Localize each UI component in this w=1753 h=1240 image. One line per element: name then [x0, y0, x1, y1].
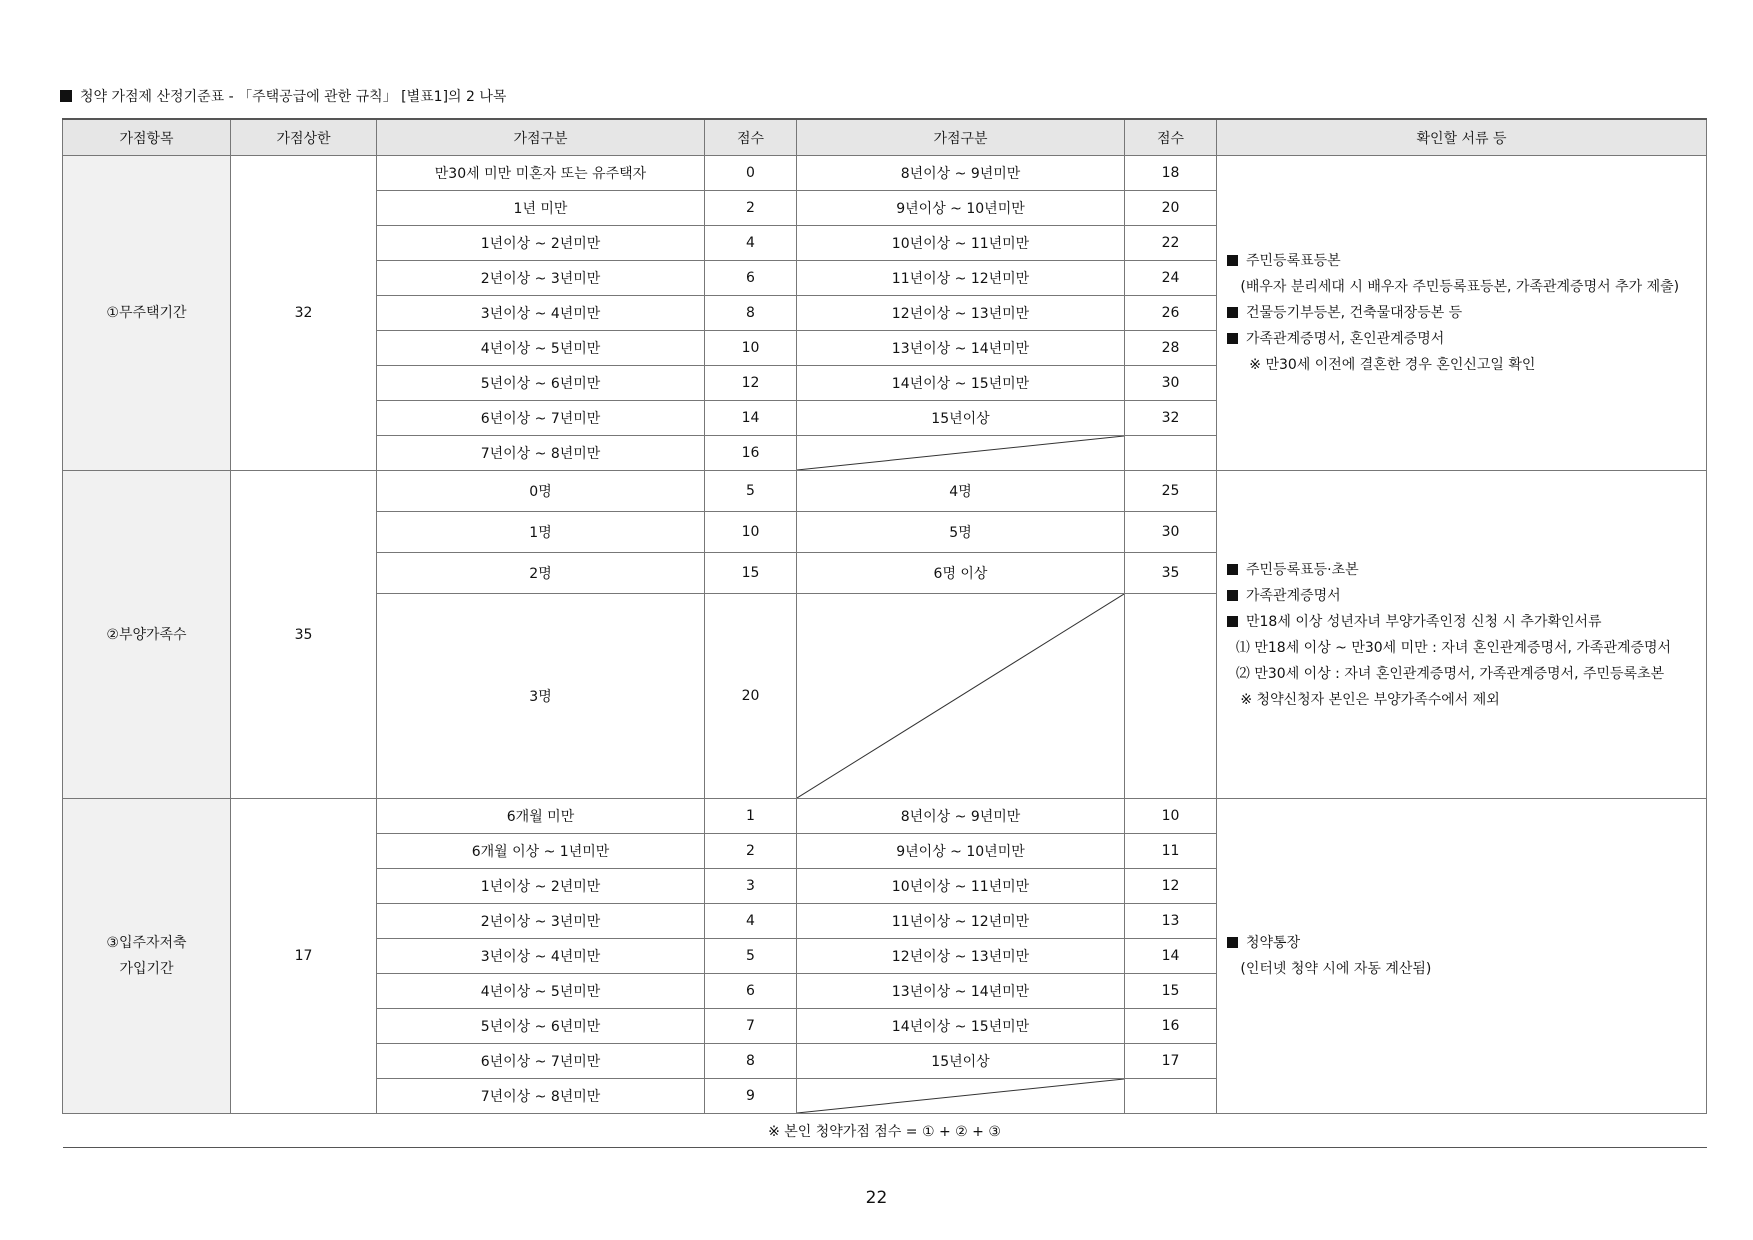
criterion-cell: 1년이상 ~ 2년미만 [377, 869, 705, 904]
table-row [63, 799, 1707, 834]
score-cell: 10 [1125, 799, 1217, 834]
score-cell: 30 [1125, 366, 1217, 401]
criterion-cell: 13년이상 ~ 14년미만 [797, 331, 1125, 366]
doc-text: 청약통장 [1246, 935, 1301, 951]
criterion-cell: 14년이상 ~ 15년미만 [797, 366, 1125, 401]
score-cell: 10 [705, 331, 797, 366]
criterion-cell: 7년이상 ~ 8년미만 [377, 1079, 705, 1114]
docs-cell [1217, 471, 1707, 799]
criterion-cell: 8년이상 ~ 9년미만 [797, 799, 1125, 834]
limit-cell: 32 [231, 156, 377, 471]
score-cell: 8 [705, 1044, 797, 1079]
score-cell: 12 [1125, 869, 1217, 904]
square-bullet-icon [1227, 937, 1238, 948]
category-cell: ①무주택기간 [63, 156, 231, 471]
criterion-cell: 1년 미만 [377, 191, 705, 226]
category-line: 가입기간 [119, 961, 174, 977]
criterion-cell: 2년이상 ~ 3년미만 [377, 904, 705, 939]
criterion-cell: 14년이상 ~ 15년미만 [797, 1009, 1125, 1044]
criterion-cell: 9년이상 ~ 10년미만 [797, 834, 1125, 869]
score-cell: 15 [1125, 974, 1217, 1009]
criterion-cell: 6개월 이상 ~ 1년미만 [377, 834, 705, 869]
criterion-cell: 5년이상 ~ 6년미만 [377, 1009, 705, 1044]
criterion-cell: 15년이상 [797, 401, 1125, 436]
score-cell: 2 [705, 834, 797, 869]
criterion-cell: 3년이상 ~ 4년미만 [377, 939, 705, 974]
square-bullet-icon [1227, 616, 1238, 627]
doc-line [1227, 583, 1696, 609]
doc-text: 주민등록표등본 [1246, 253, 1341, 269]
criterion-cell: 12년이상 ~ 13년미만 [797, 939, 1125, 974]
score-cell: 11 [1125, 834, 1217, 869]
doc-line [1227, 930, 1696, 956]
header-cell: 가점상한 [231, 119, 377, 156]
criterion-cell: 2명 [377, 553, 705, 594]
doc-line: (배우자 분리세대 시 배우자 주민등록표등본, 가족관계증명서 추가 제출) [1227, 279, 1680, 295]
doc-line [1227, 300, 1696, 326]
table-row [63, 471, 1707, 512]
score-cell: 9 [705, 1079, 797, 1114]
table-row [63, 156, 1707, 191]
doc-line: ⑵ 만30세 이상 : 자녀 혼인관계증명서, 가족관계증명서, 주민등록초본 [1227, 665, 1665, 682]
criterion-cell: 11년이상 ~ 12년미만 [797, 261, 1125, 296]
doc-text: 가족관계증명서 [1246, 587, 1341, 604]
footer-row [63, 1114, 1707, 1148]
score-cell: 18 [1125, 156, 1217, 191]
criterion-cell: 5명 [797, 512, 1125, 553]
criterion-cell: 8년이상 ~ 9년미만 [797, 156, 1125, 191]
square-bullet-icon [1227, 255, 1238, 266]
docs-cell [1217, 799, 1707, 1114]
score-cell: 17 [1125, 1044, 1217, 1079]
doc-text: 만18세 이상 성년자녀 부양가족인정 신청 시 추가확인서류 [1246, 613, 1602, 630]
score-cell: 7 [705, 1009, 797, 1044]
score-cell: 25 [1125, 471, 1217, 512]
criterion-cell: 6명 이상 [797, 553, 1125, 594]
doc-text: 주민등록표등·초본 [1246, 561, 1359, 578]
document-title [60, 86, 506, 106]
doc-text: 가족관계증명서, 혼인관계증명서 [1246, 331, 1445, 347]
criterion-cell: 1년이상 ~ 2년미만 [377, 226, 705, 261]
title-text: 청약 가점제 산정기준표 - 「주택공급에 관한 규칙」 [별표1]의 2 나목 [80, 89, 507, 105]
criterion-cell: 3년이상 ~ 4년미만 [377, 296, 705, 331]
empty-diagonal-cell [797, 436, 1125, 471]
criterion-cell: 1명 [377, 512, 705, 553]
criterion-cell: 10년이상 ~ 11년미만 [797, 226, 1125, 261]
header-cell: 점수 [705, 119, 797, 156]
criterion-cell: 7년이상 ~ 8년미만 [377, 436, 705, 471]
header-row [63, 119, 1707, 156]
criterion-cell: 5년이상 ~ 6년미만 [377, 366, 705, 401]
criterion-cell: 11년이상 ~ 12년미만 [797, 904, 1125, 939]
category-cell: ②부양가족수 [63, 471, 231, 799]
score-cell: 5 [705, 939, 797, 974]
criterion-cell: 4명 [797, 471, 1125, 512]
criterion-cell: 2년이상 ~ 3년미만 [377, 261, 705, 296]
header-cell: 점수 [1125, 119, 1217, 156]
limit-cell: 17 [231, 799, 377, 1114]
category-cell [63, 799, 231, 1114]
score-cell: 15 [705, 553, 797, 594]
score-cell: 28 [1125, 331, 1217, 366]
score-cell: 32 [1125, 401, 1217, 436]
doc-line [1227, 609, 1696, 635]
criterion-cell: 9년이상 ~ 10년미만 [797, 191, 1125, 226]
criterion-cell: 6년이상 ~ 7년미만 [377, 1044, 705, 1079]
total-score-note: ※ 본인 청약가점 점수 = ① + ② + ③ [63, 1114, 1707, 1148]
score-cell: 2 [705, 191, 797, 226]
score-cell: 0 [705, 156, 797, 191]
score-cell: 6 [705, 261, 797, 296]
criterion-cell: 6년이상 ~ 7년미만 [377, 401, 705, 436]
diagonal-line [797, 1079, 1124, 1113]
square-bullet-icon [1227, 564, 1238, 575]
score-cell: 12 [705, 366, 797, 401]
square-bullet-icon [1227, 307, 1238, 318]
doc-line: ※ 청약신청자 본인은 부양가족수에서 제외 [1227, 691, 1500, 708]
empty-score-cell [1125, 594, 1217, 799]
doc-text: 건물등기부등본, 건축물대장등본 등 [1246, 305, 1463, 321]
criterion-cell: 13년이상 ~ 14년미만 [797, 974, 1125, 1009]
score-cell: 1 [705, 799, 797, 834]
score-cell: 24 [1125, 261, 1217, 296]
criterion-cell: 4년이상 ~ 5년미만 [377, 331, 705, 366]
header-cell: 가점항목 [63, 119, 231, 156]
score-cell: 8 [705, 296, 797, 331]
doc-line: ※ 만30세 이전에 결혼한 경우 혼인신고일 확인 [1227, 357, 1536, 373]
score-cell: 14 [705, 401, 797, 436]
square-bullet-icon [60, 90, 72, 102]
limit-cell: 35 [231, 471, 377, 799]
square-bullet-icon [1227, 590, 1238, 601]
header-cell: 가점구분 [377, 119, 705, 156]
doc-line: ⑴ 만18세 이상 ~ 만30세 미만 : 자녀 혼인관계증명서, 가족관계증명서 [1227, 639, 1672, 656]
score-cell: 5 [705, 471, 797, 512]
doc-line [1227, 248, 1696, 274]
doc-line: (인터넷 청약 시에 자동 계산됨) [1227, 961, 1432, 977]
criterion-cell: 10년이상 ~ 11년미만 [797, 869, 1125, 904]
score-cell: 26 [1125, 296, 1217, 331]
category-line: ③입주자저축 [106, 935, 187, 951]
score-cell: 4 [705, 904, 797, 939]
square-bullet-icon [1227, 333, 1238, 344]
criterion-cell: 0명 [377, 471, 705, 512]
criterion-cell: 4년이상 ~ 5년미만 [377, 974, 705, 1009]
header-cell: 가점구분 [797, 119, 1125, 156]
doc-line [1227, 557, 1696, 583]
score-cell: 16 [705, 436, 797, 471]
score-cell: 14 [1125, 939, 1217, 974]
empty-diagonal-cell [797, 594, 1125, 799]
criterion-cell: 3명 [377, 594, 705, 799]
empty-diagonal-cell [797, 1079, 1125, 1114]
score-cell: 13 [1125, 904, 1217, 939]
doc-line [1227, 326, 1696, 352]
score-cell: 30 [1125, 512, 1217, 553]
docs-cell [1217, 156, 1707, 471]
empty-score-cell [1125, 436, 1217, 471]
score-cell: 16 [1125, 1009, 1217, 1044]
score-cell: 20 [1125, 191, 1217, 226]
score-cell: 10 [705, 512, 797, 553]
score-cell: 3 [705, 869, 797, 904]
criterion-cell: 15년이상 [797, 1044, 1125, 1079]
page-number: 22 [865, 1188, 888, 1208]
score-criteria-table [62, 118, 1707, 1148]
empty-score-cell [1125, 1079, 1217, 1114]
score-cell: 4 [705, 226, 797, 261]
score-cell: 20 [705, 594, 797, 799]
score-cell: 22 [1125, 226, 1217, 261]
criterion-cell: 만30세 미만 미혼자 또는 유주택자 [377, 156, 705, 191]
score-cell: 35 [1125, 553, 1217, 594]
header-cell: 확인할 서류 등 [1217, 119, 1707, 156]
criterion-cell: 6개월 미만 [377, 799, 705, 834]
criterion-cell: 12년이상 ~ 13년미만 [797, 296, 1125, 331]
diagonal-line [797, 436, 1124, 470]
score-cell: 6 [705, 974, 797, 1009]
diagonal-line [797, 594, 1124, 798]
